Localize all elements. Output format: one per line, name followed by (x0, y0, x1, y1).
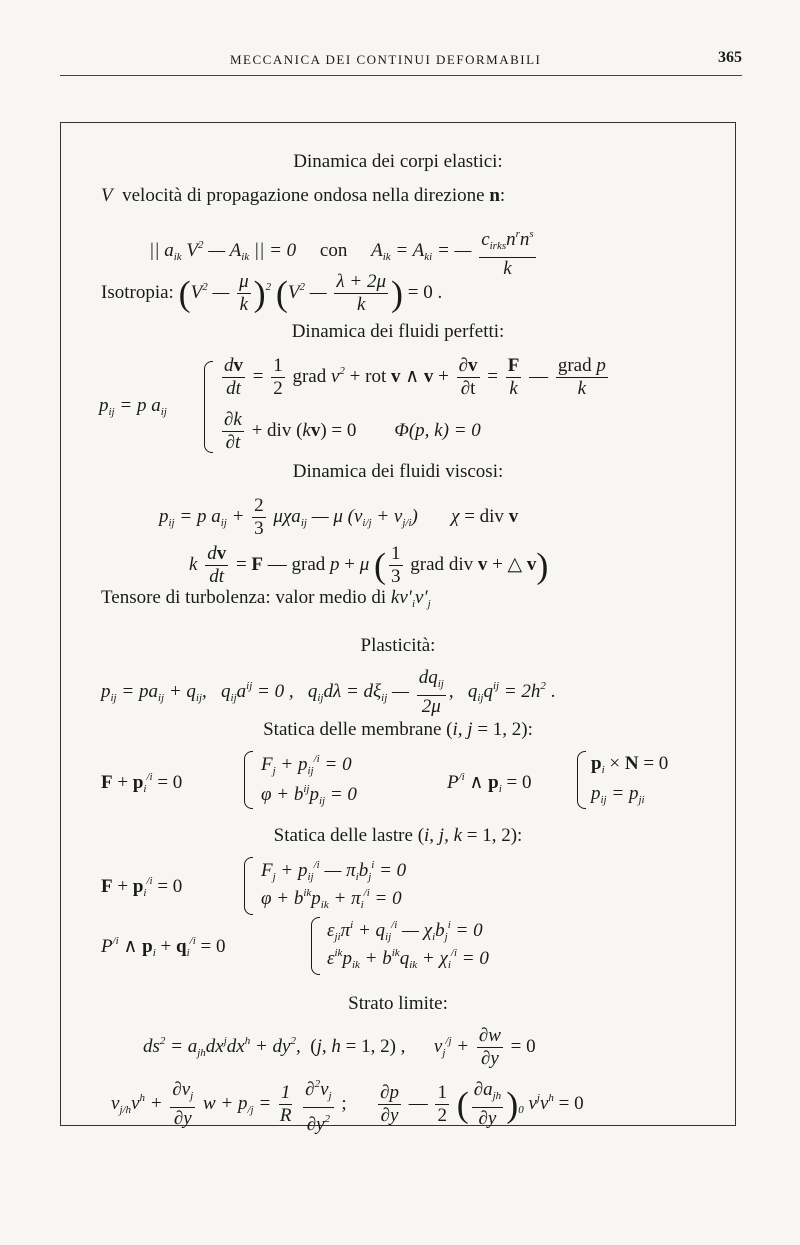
brace-plate-2 (311, 917, 320, 975)
isotropy-equation: Isotropia: ($V^2$ — $\frac{\mu}{k}$ )$^2$ ($V^2$ — $\frac{\lambda + 2\mu}{k}$ ) = 0 . (101, 271, 443, 315)
boundary-metric: $ds^2 = a_{jh}dx^jdx^h + dy^2$, (j, h = 1, 2) , $v_j^{/j}$ + $\frac{\partial w}{\partial y}$ = 0 (143, 1025, 536, 1069)
formula-box (60, 122, 736, 1135)
plate-force: $F + p_i^{/i} = 0$ (101, 875, 183, 899)
section-title-perfect: Dinamica dei fluidi perfetti: (291, 321, 505, 342)
euler-equation: $\frac{dv}{dt}$ = $\frac{1}{2}$ grad $v^2$ + rot v ∧ v + $\frac{\partial v}{\partial t}$ = $\frac{F}{k}$ — $\frac{\text{grad p}}{k}$ (224, 355, 606, 399)
membrane-eq-4: $p_{ij} = p_{ji}$ (591, 783, 645, 806)
plasticity-equation: $p_{ij} = pa_{ij} + q_{ij}$, $q_{ij}a^{ij} = 0$ , $q_{ij}d\lambda = d\xi_{ij}$ — $\frac{dq_{ij}}{2\mu}$ , $q_{ij}q^{ij} = 2h^2$ . (101, 667, 556, 717)
running-title: MECCANICA DEI CONTINUI DEFORMABILI (230, 52, 542, 67)
brace-plate-1 (244, 857, 253, 915)
section-title-plasticity: Plasticità: (360, 635, 436, 656)
turbulence-line: Tensore di turbolenza: valor medio di $kv'_iv'_j$ (101, 587, 431, 610)
plate-eq-3: $\varepsilon_{ji}\pi^i + q_{ij}^{/i}$ — $\chi_ib_j^i = 0$ (327, 919, 483, 943)
plate-eq-1: $F_j + p_{ij}^{/i}$ — $\pi_ib_j^i = 0$ (261, 859, 407, 883)
membrane-moment: $P^{/i}$ ∧ $p_i = 0$ (447, 771, 532, 795)
elastic-equation: || $a_{ik}$ $V^2$ — $A_{ik}$ || = 0 con $A_{ik} = A_{ki}$ = — $\frac{c_{irks}n^rn^s}{k}$ (149, 223, 539, 280)
membrane-left: $F + p_i^{/i} = 0$ (101, 771, 183, 795)
section-title-membranes: Statica delle membrane (i, j = 1, 2): (263, 719, 533, 740)
brace-perfect (204, 361, 213, 453)
elastic-description: V velocità di propagazione ondosa nella direzione n: (101, 185, 506, 206)
plate-eq-4: $\varepsilon^{ik}p_{ik} + b^{ik}q_{ik} + \chi_i^{/i} = 0$ (327, 947, 489, 971)
boundary-momentum: $v_{j/h}v^h$ + $\frac{\partial v_j}{\partial y}$ $w + p_{/j}$ = $\frac{1}{R}$ $\frac{\partial^2v_j}{\partial y^2}$ ; $\frac{\partial p}{\partial y}$ — $\frac{1}{2}$ ( $\frac{\partial a_{jh}}{\partial y}$ )$_0$ $v^jv^h = 0$ (111, 1073, 584, 1136)
plate-moment: $P^{/i}$ ∧ $p_i + q_i^{/i} = 0$ (101, 935, 226, 959)
viscous-stress: $p_{ij} = p$ $a_{ij}$ + $\frac{2}{3}$ μχa$_{ij}$ — μ $(v_{i/j} + v_{j/i})$ χ = div v (159, 495, 519, 539)
section-title-boundary: Strato limite: (348, 993, 448, 1014)
page-number: 365 (718, 49, 742, 66)
plate-eq-2: $\varphi + b^{ik}p_{ik} + \pi_i^{/i} = 0$ (261, 887, 402, 911)
membrane-eq-1: $F_j + p_{ij}^{/i} = 0$ (261, 753, 352, 777)
brace-membrane-1 (244, 751, 253, 809)
continuity-equation: $\frac{\partial k}{\partial t}$ + div (kv) = 0 Φ(p, k) = 0 (224, 409, 481, 453)
brace-membrane-2 (577, 751, 586, 809)
section-title-plates: Statica delle lastre (i, j, k = 1, 2): (273, 825, 523, 846)
membrane-eq-3: $p_i \times N = 0$ (591, 753, 669, 776)
navier-stokes: k $\frac{dv}{dt}$ = F — grad p + μ ( $\frac{1}{3}$ grad div v + △ v) (189, 543, 549, 587)
pressure-perfect: $p_{ij} = p$ $a_{ij}$ (99, 395, 167, 418)
membrane-eq-2: $\varphi + b^{ij}p_{ij} = 0$ (261, 783, 357, 807)
page-header (60, 45, 742, 76)
section-title-elastic: Dinamica dei corpi elastici: (293, 151, 503, 172)
section-title-viscous: Dinamica dei fluidi viscosi: (292, 461, 504, 482)
